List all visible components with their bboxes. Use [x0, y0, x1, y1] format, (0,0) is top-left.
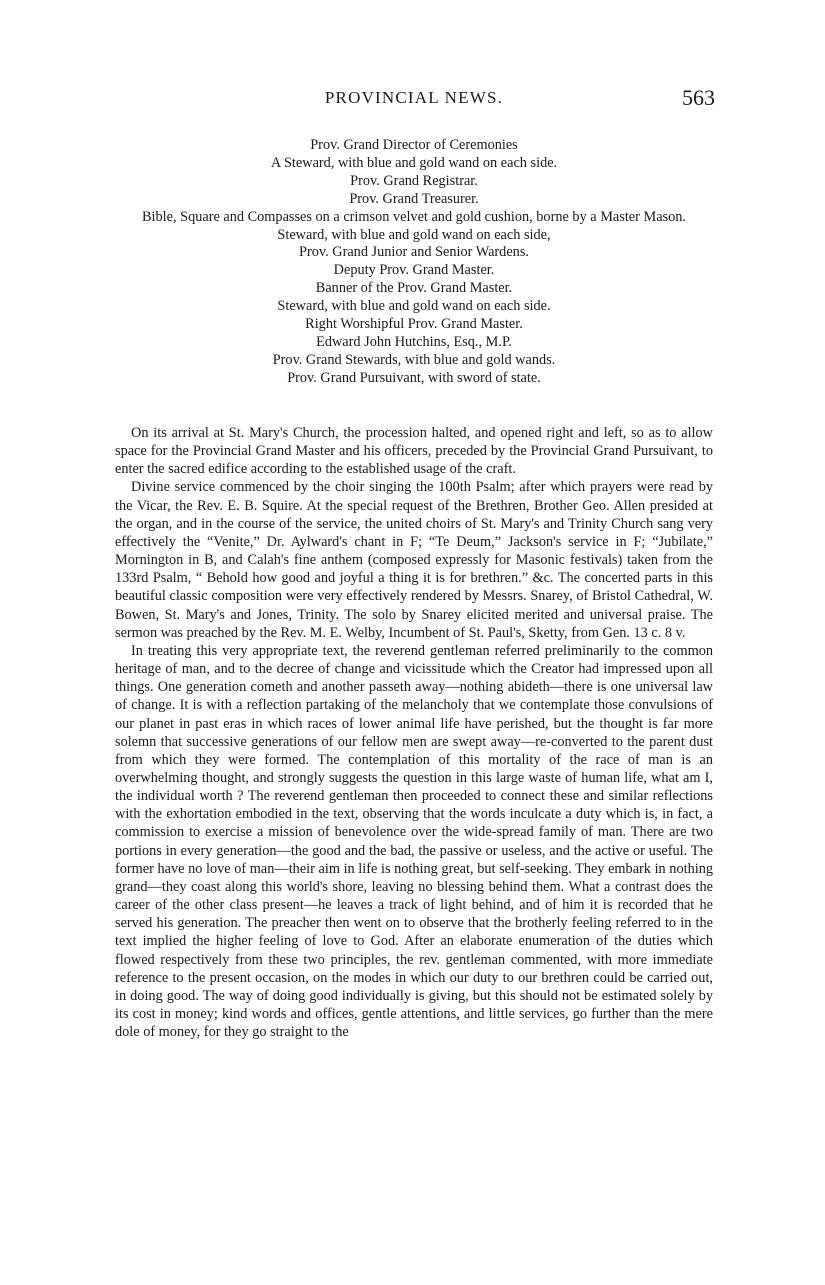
page-number: 563	[682, 85, 715, 110]
procession-line: Prov. Grand Pursuivant, with sword of state.	[287, 369, 541, 386]
procession-line: Banner of the Prov. Grand Master.	[315, 280, 513, 297]
paragraph: On its arrival at St. Mary's Church, the procession halted, and opened right and left, so as to allow space for the Provincial Grand Master and his officers, preceded by the Provincial Grand Pursuivant, to enter the sacred edifice according to the established usage of the craft.	[115, 425, 713, 478]
procession-line: Prov. Grand Treasurer.	[349, 190, 479, 207]
procession-line: Prov. Grand Director of Ceremonies	[310, 137, 518, 153]
procession-line: Prov. Grand Stewards, with blue and gold wands.	[272, 351, 556, 368]
paragraph: In treating this very appropriate text, the reverend gentleman referred preliminarily to the common heritage of man, and to the decree of change and vicissitude which the Creator had impressed upon all things. One generation cometh and another passeth away—nothing abideth—there is one universal law of change. It is with a reflection partaking of the melancholy that we contemplate those convulsions of our planet in past eras in which races of lower animal life have perished, but the thought is far more solemn that successive generations of our fellow men are swept away—re-converted to the parent dust from which they were formed. The contemplation of this mortality of the race of man is an overwhelming thought, and strongly suggests the question in this large waste of human life, what am I, the individual worth ? The reverend gentleman then proceeded to connect these and similar reflections with the exhortation embodied in the text, observing that the words inculcate a duty which is, in fact, a commission to exercise a mission of benevolence over the wide-spread family of man. There are two portions in every generation—the good and the bad, the passive or useless, and the active or useful. The former have no love of man—their aim in life is nothing great, but self-seeking. They embark in nothing grand—they coast along this world's shore, leaving no blessing behind them. What a contrast does the career of the other class present—he leaves a track of light behind, and of him it is recorded that he served his generation. The preacher then went on to observe that the brotherly feeling referred to in the text implied the higher feeling of love to God. After an elaborate enumeration of the duties which flowed respectively from these two principles, the rev. gentleman commented, with more immediate reference to the present occasion, on the modes in which our duty to our brethren could be carried out, in doing good. The way of doing good individually is giving, but this should not be estimated solely by its cost in money; kind words and offices, gentle attentions, and little services, go further than the mere dole of money, for they go straight to the	[115, 642, 713, 1041]
procession-line: Steward, with blue and gold wand on each side,	[277, 226, 551, 243]
procession-order-list	[115, 137, 713, 388]
article-body	[115, 424, 713, 1041]
procession-line: Edward John Hutchins, Esq., M.P.	[316, 333, 512, 350]
running-title: PROVINCIAL NEWS.	[324, 88, 504, 107]
procession-line: Prov. Grand Junior and Senior Wardens.	[299, 244, 529, 261]
procession-line: Deputy Prov. Grand Master.	[333, 262, 495, 279]
procession-line: Right Worshipful Prov. Grand Master.	[305, 316, 523, 333]
procession-line: Bible, Square and Compasses on a crimson velvet and gold cushion, borne by a Master Mason.	[142, 208, 686, 225]
paragraph: Divine service commenced by the choir singing the 100th Psalm; after which prayers were read by the Vicar, the Rev. E. B. Squire. At the special request of the Brethren, Brother Geo. Allen presided at the organ, and in the course of the service, the united choirs of St. Mary's and Trinity Church sang very effectively the “Venite,” Dr. Aylward's chant in F; “Te Deum,” Jackson's service in F; “Jubilate,” Mornington in B, and Calah's fine anthem (composed expressly for Masonic festivals) taken from the 133rd Psalm, “ Behold how good and joyful a thing it is for brethren.” &c. The concerted parts in this beautiful classic composition were very effectively rendered by Messrs. Snarey, of Bristol Cathedral, W. Bowen, St. Mary's and Jones, Trinity. The solo by Snarey elicited merited and universal praise. The sermon was preached by the Rev. M. E. Welby, Incumbent of St. Paul's, Sketty, from Gen. 13 c. 8 v.	[115, 479, 713, 641]
procession-line: Steward, with blue and gold wand on each side.	[277, 298, 551, 315]
procession-line: A Steward, with blue and gold wand on each side.	[270, 154, 558, 171]
procession-line: Prov. Grand Registrar.	[350, 172, 478, 189]
page-header	[115, 85, 715, 114]
